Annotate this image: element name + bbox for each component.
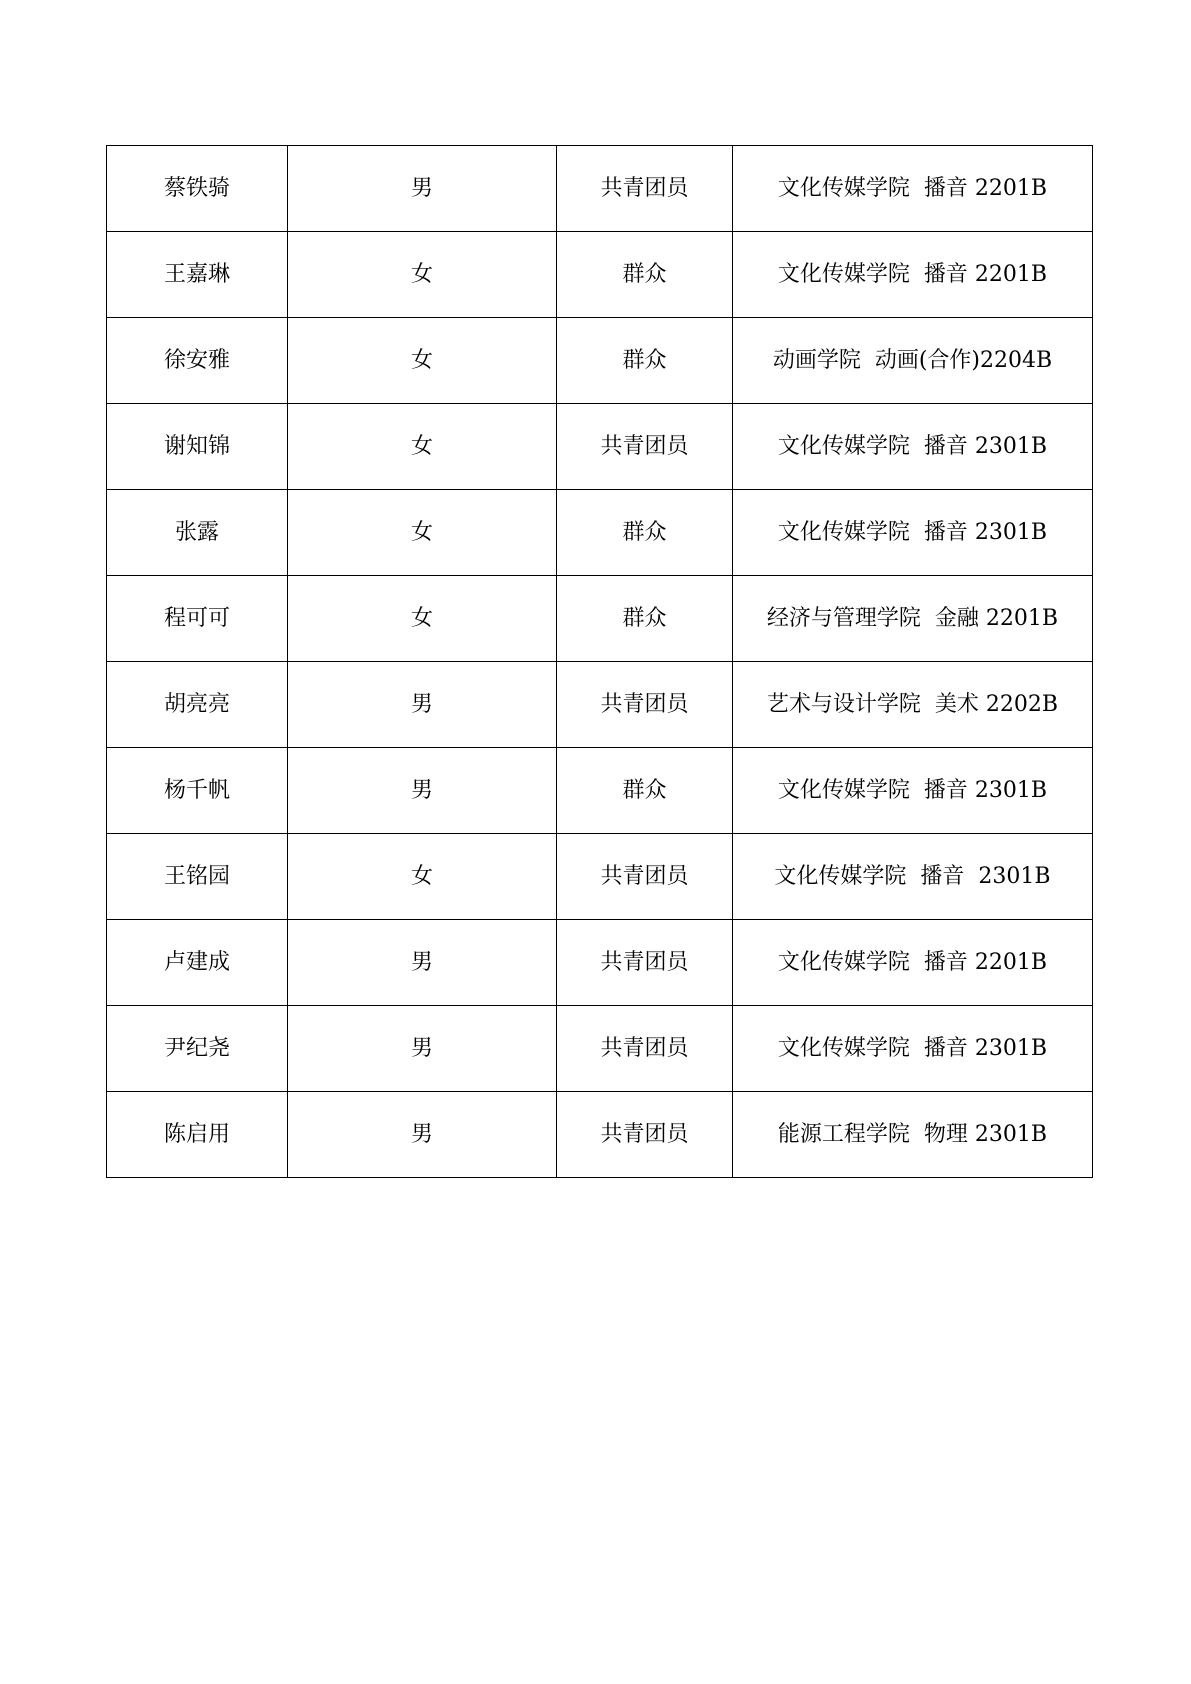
student-roster-table xyxy=(106,145,1093,1178)
name-cell: 谢知锦 xyxy=(107,404,288,490)
name-cell: 王嘉琳 xyxy=(107,232,288,318)
table-row xyxy=(107,1092,1093,1178)
political-status-cell: 共青团员 xyxy=(557,834,733,920)
gender-cell: 女 xyxy=(288,318,557,404)
college-class-cell: 文化传媒学院 播音 2201B xyxy=(733,232,1093,318)
name-cell: 蔡铁骑 xyxy=(107,146,288,232)
name-cell: 徐安雅 xyxy=(107,318,288,404)
college-class-cell: 文化传媒学院 播音 2301B xyxy=(733,1006,1093,1092)
name-cell: 杨千帆 xyxy=(107,748,288,834)
political-status-cell: 共青团员 xyxy=(557,1006,733,1092)
table-row xyxy=(107,318,1093,404)
political-status-cell: 群众 xyxy=(557,576,733,662)
gender-cell: 女 xyxy=(288,404,557,490)
college-class-cell: 文化传媒学院 播音 2201B xyxy=(733,146,1093,232)
political-status-cell: 群众 xyxy=(557,232,733,318)
name-cell: 张露 xyxy=(107,490,288,576)
college-class-cell: 文化传媒学院 播音 2301B xyxy=(733,748,1093,834)
college-class-cell: 文化传媒学院 播音 2201B xyxy=(733,920,1093,1006)
gender-cell: 女 xyxy=(288,834,557,920)
name-cell: 尹纪尧 xyxy=(107,1006,288,1092)
table-row xyxy=(107,834,1093,920)
gender-cell: 男 xyxy=(288,1006,557,1092)
college-class-cell: 文化传媒学院 播音 2301B xyxy=(733,490,1093,576)
college-class-cell: 艺术与设计学院 美术 2202B xyxy=(733,662,1093,748)
table-row xyxy=(107,404,1093,490)
college-class-cell: 文化传媒学院 播音 2301B xyxy=(733,834,1093,920)
college-class-cell: 文化传媒学院 播音 2301B xyxy=(733,404,1093,490)
gender-cell: 男 xyxy=(288,662,557,748)
name-cell: 胡亮亮 xyxy=(107,662,288,748)
political-status-cell: 共青团员 xyxy=(557,146,733,232)
table-row xyxy=(107,490,1093,576)
political-status-cell: 群众 xyxy=(557,748,733,834)
gender-cell: 女 xyxy=(288,576,557,662)
table-row xyxy=(107,920,1093,1006)
name-cell: 卢建成 xyxy=(107,920,288,1006)
gender-cell: 男 xyxy=(288,146,557,232)
gender-cell: 男 xyxy=(288,920,557,1006)
name-cell: 王铭园 xyxy=(107,834,288,920)
college-class-cell: 经济与管理学院 金融 2201B xyxy=(733,576,1093,662)
political-status-cell: 共青团员 xyxy=(557,1092,733,1178)
gender-cell: 女 xyxy=(288,232,557,318)
political-status-cell: 共青团员 xyxy=(557,920,733,1006)
political-status-cell: 共青团员 xyxy=(557,662,733,748)
political-status-cell: 群众 xyxy=(557,318,733,404)
name-cell: 陈启用 xyxy=(107,1092,288,1178)
political-status-cell: 群众 xyxy=(557,490,733,576)
table-row xyxy=(107,146,1093,232)
college-class-cell: 动画学院 动画(合作)2204B xyxy=(733,318,1093,404)
table-row xyxy=(107,748,1093,834)
gender-cell: 男 xyxy=(288,1092,557,1178)
college-class-cell: 能源工程学院 物理 2301B xyxy=(733,1092,1093,1178)
name-cell: 程可可 xyxy=(107,576,288,662)
table-row xyxy=(107,576,1093,662)
table-row xyxy=(107,662,1093,748)
table-row xyxy=(107,1006,1093,1092)
political-status-cell: 共青团员 xyxy=(557,404,733,490)
gender-cell: 女 xyxy=(288,490,557,576)
gender-cell: 男 xyxy=(288,748,557,834)
table-row xyxy=(107,232,1093,318)
